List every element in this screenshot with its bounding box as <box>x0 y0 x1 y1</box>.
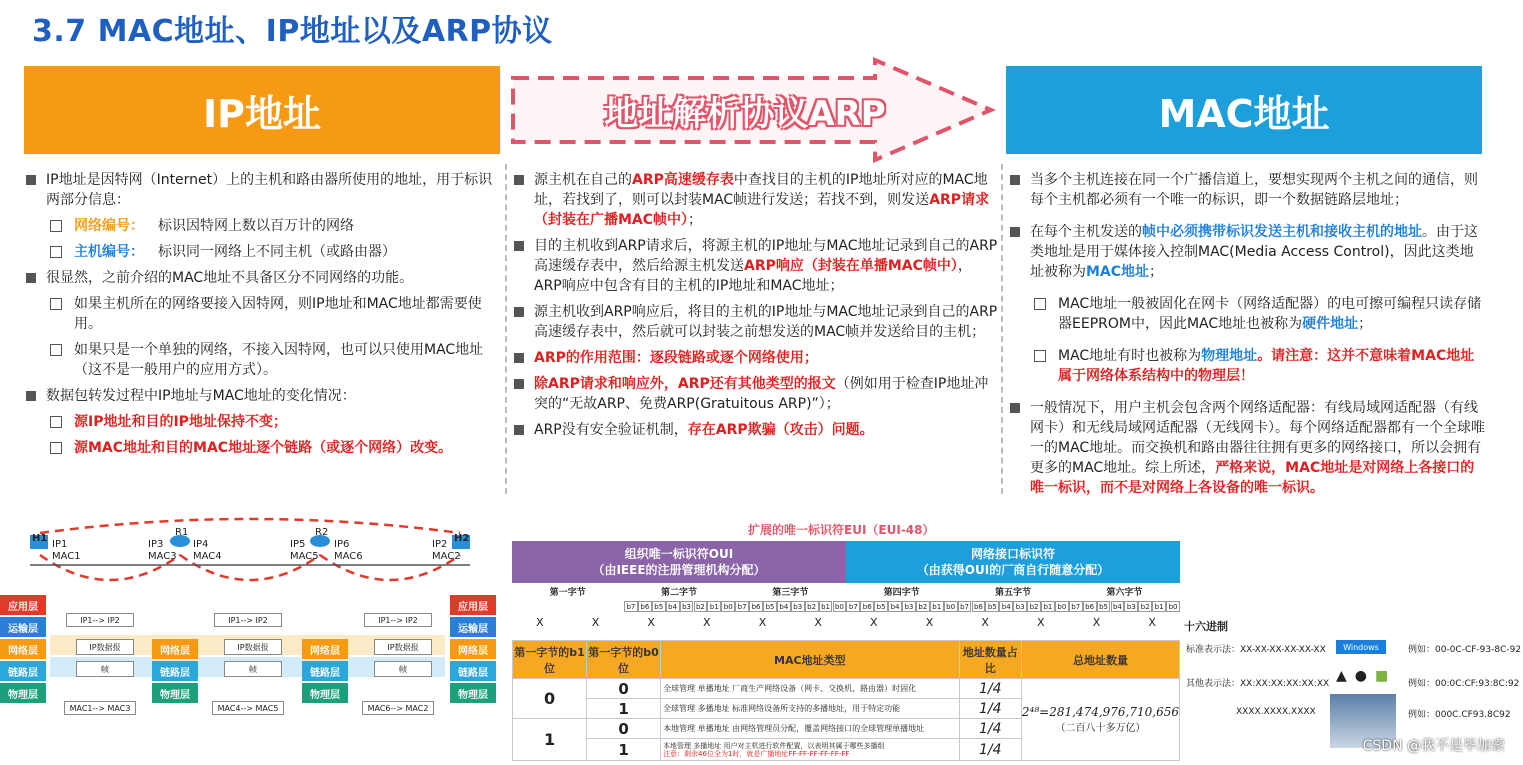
addr-mac3: MAC3 <box>148 551 177 562</box>
bit-cell: b4 <box>888 601 902 612</box>
std-example: 例如：00-0C-CF-93-8C-92 <box>1408 645 1522 655</box>
page-title: 3.7 MAC地址、IP地址以及ARP协议 <box>32 14 553 49</box>
ip-point-3: 数据包转发过程中IP地址与MAC地址的变化情况： <box>26 386 496 406</box>
addr-ip3: IP3 <box>148 539 164 550</box>
forwarding-diagram <box>0 515 505 765</box>
dot-example: 例如：000C.CF93.8C92 <box>1408 710 1511 720</box>
ip-point-3a: 源IP地址和目的IP地址保持不变； <box>26 412 496 432</box>
addr-ip1: IP1 <box>52 539 68 550</box>
layer-stacks <box>0 595 505 715</box>
bit-cell: b6 <box>749 601 763 612</box>
byte-label: 第三字节 <box>772 588 809 598</box>
mac-point-1: 当多个主机连接在同一个广播信道上，要想实现两个主机之间的通信，则每个主机都必须有一个唯一的标识，即一个数据链路层地址； <box>1010 170 1486 210</box>
bit-cell: b7 <box>958 601 972 612</box>
hex-digit: X <box>703 616 711 629</box>
macbox-1: MAC1--> MAC3 <box>64 701 136 715</box>
table-row: 1 本地管理 多播地址 用户对主机进行软件配置，以表明其属于哪些多播组 注意：剩余46位全为1时，就是广播地址FF-FF-FF-FF-FF-FF 1/4 <box>513 739 1180 761</box>
bit-cell: b5 <box>985 601 999 612</box>
ip-point-3b: 源MAC地址和目的MAC地址逐个链路（或逐个网络）改变。 <box>26 438 496 458</box>
router-r1-label: R1 <box>175 527 189 538</box>
hex-digit: X <box>981 616 989 629</box>
th-total: 总地址数量 <box>1021 641 1179 679</box>
hex-digit: X <box>1092 616 1101 629</box>
bit-cell: b7 <box>1069 601 1083 612</box>
macbox-2: MAC4--> MAC5 <box>212 701 284 715</box>
host-h2-label: H2 <box>454 533 470 544</box>
table-row: 1 0 本地管理 单播地址 由网络管理员分配，覆盖网络接口的全球管理单播地址 1/4 <box>513 719 1180 739</box>
bit-cell: b1 <box>707 601 721 612</box>
hex-digit: X <box>1148 616 1156 629</box>
th-ratio: 地址数量占比 <box>959 641 1021 679</box>
ip-host-number <box>26 242 496 262</box>
bit-cell: b3 <box>1124 601 1138 612</box>
host-text: 标识同一网络上不同主机（或路由器） <box>158 244 396 260</box>
other-example: 例如：00:0C:CF:93:8C:92 <box>1408 679 1520 689</box>
mac-point-5: 一般情况下，用户主机会包含两个网络适配器：有线局域网适配器（有线网卡）和无线局域网适配器（无线网卡）。每个网络适配器都有一个全球唯一的MAC地址。而交换机和路由器往往拥有更多的网络接口，所以会拥有更多的MAC地址。综上所述，严格来说，MAC地址是对网络上各接口的唯一标识，而不是对网络上各设备的唯一标识。 <box>1010 398 1486 498</box>
divider-left <box>505 164 507 494</box>
bit-cell: b4 <box>999 601 1013 612</box>
bit-cell: b4 <box>777 601 791 612</box>
eui-title: 扩展的唯一标识符EUI（EUI-48） <box>748 523 935 537</box>
h2-physical-layer: 物理层 <box>450 683 496 703</box>
r1-network-layer: 网络层 <box>152 639 198 659</box>
h2-app-layer: 应用层 <box>450 595 496 615</box>
bit-cell: b1 <box>1152 601 1166 612</box>
h1-physical-layer: 物理层 <box>0 683 46 703</box>
r2-link-layer: 链路层 <box>302 661 348 681</box>
bit-cell: b2 <box>805 601 819 612</box>
addr-mac1: MAC1 <box>52 551 81 562</box>
divider-right <box>1001 164 1003 494</box>
ipdata-2: IP数据报 <box>224 639 282 655</box>
h1-network-layer: 网络层 <box>0 639 46 659</box>
table-row: 1 全球管理 多播地址 标准网络设备所支持的多播地址，用于特定功能 1/4 <box>513 699 1180 719</box>
th-type: MAC地址类型 <box>661 641 959 679</box>
bit-cell: b6 <box>638 601 652 612</box>
arp-point-4: ARP的作用范围：逐段链路或逐个网络使用； <box>514 348 998 368</box>
bit-cell: b5 <box>874 601 888 612</box>
r2-network-layer: 网络层 <box>302 639 348 659</box>
bit-cell: b3 <box>680 601 694 612</box>
ipbox-3: IP1--> IP2 <box>364 613 432 627</box>
bit-cell: b0 <box>833 601 847 612</box>
addr-mac6: MAC6 <box>334 551 363 562</box>
hex-digit: X <box>870 616 878 629</box>
mac-column <box>1010 170 1486 504</box>
h1-link-layer: 链路层 <box>0 661 46 681</box>
macbox-3: MAC6--> MAC2 <box>362 701 434 715</box>
addr-mac4: MAC4 <box>193 551 222 562</box>
mac-point-4: MAC地址有时也被称为物理地址。请注意：这并不意味着MAC地址属于网络体系结构中的物理层！ <box>1010 346 1486 386</box>
hex-digit: X <box>814 616 822 629</box>
router-r2-label: R2 <box>315 527 329 538</box>
mac-type-table <box>512 640 1180 761</box>
hex-x-row <box>512 616 1180 632</box>
hex-digit: X <box>536 616 544 629</box>
arp-column <box>514 170 998 446</box>
bit-cell: b7 <box>846 601 860 612</box>
th-b0: 第一字节的b0位 <box>587 641 661 679</box>
windows-logo: Windows <box>1336 640 1386 654</box>
h1-transport-layer: 运输层 <box>0 617 46 637</box>
bit-cell: b1 <box>819 601 833 612</box>
r1-link-layer: 链路层 <box>152 661 198 681</box>
host-label: 主机编号： <box>74 244 144 260</box>
bit-cell: b1 <box>1041 601 1055 612</box>
other-notation: 其他表示法：XX:XX:XX:XX:XX:XX <box>1186 679 1330 689</box>
frame-3: 帧 <box>374 661 432 677</box>
oui-header: 组织唯一标识符OUI （由IEEE的注册管理机构分配） <box>512 541 846 583</box>
mac-point-2: 在每个主机发送的帧中必须携带标识发送主机和接收主机的地址。由于这类地址是用于媒体接入控制MAC(Media Access Control)，因此这类地址被称为MAC地址； <box>1010 222 1486 282</box>
bit-cell: b1 <box>930 601 944 612</box>
nic-header: 网络接口标识符 （由获得OUI的厂商自行随意分配） <box>846 541 1180 583</box>
bit-cell: b0 <box>721 601 735 612</box>
bit-cell: b3 <box>1013 601 1027 612</box>
hex-digit: X <box>591 616 600 629</box>
arp-point-2: 目的主机收到ARP请求后，将源主机的IP地址与MAC地址记录到自己的ARP高速缓存表中，然后给源主机发送ARP响应（封装在单播MAC帧中），ARP响应中包含有目的主机的IP地址和MAC地址； <box>514 236 998 296</box>
bit-cell: b3 <box>791 601 805 612</box>
watermark: CSDN @我不是毕加索 <box>1362 738 1505 754</box>
ipbox-1: IP1--> IP2 <box>66 613 134 627</box>
bit-cell: b2 <box>1138 601 1152 612</box>
arp-point-6: ARP没有安全验证机制，存在ARP欺骗（攻击）问题。 <box>514 420 998 440</box>
linux-icon: ▲ <box>1336 668 1355 684</box>
bit-cell: b0 <box>944 601 958 612</box>
hex-digit: X <box>1037 616 1045 629</box>
bit-cell: b6 <box>860 601 874 612</box>
addr-ip5: IP5 <box>290 539 306 550</box>
std-notation: 标准表示法：XX-XX-XX-XX-XX-XX <box>1186 645 1326 655</box>
ip-banner: IP地址 <box>24 66 500 154</box>
net-label: 网络编号： <box>74 218 144 234</box>
addr-ip4: IP4 <box>193 539 209 550</box>
apple-icon: ● <box>1354 668 1375 684</box>
arp-banner-title: 地址解析协议ARP <box>604 94 886 134</box>
byte-label: 第二字节 <box>660 588 697 598</box>
ipdata-1: IP数据报 <box>76 639 134 655</box>
bit-cell: b4 <box>666 601 680 612</box>
bit-cell: b6 <box>972 601 986 612</box>
bit-cell: b7 <box>735 601 749 612</box>
bits-row <box>624 601 1180 613</box>
bit-cell: b2 <box>1027 601 1041 612</box>
host-h1-label: H1 <box>32 533 48 544</box>
ip-point-2: 很显然，之前介绍的MAC地址不具备区分不同网络的功能。 <box>26 268 496 288</box>
mac-point-3: MAC地址一般被固化在网卡（网络适配器）的电可擦可编程只读存储器EEPROM中，因此MAC地址也被称为硬件地址； <box>1010 294 1486 334</box>
byte-label: 第五字节 <box>994 588 1031 598</box>
ip-point-1: IP地址是因特网（Internet）上的主机和路由器所使用的地址，用于标识两部分信息： <box>26 170 496 210</box>
bytes-row <box>512 585 1180 601</box>
bit-cell: b6 <box>1083 601 1097 612</box>
bit-cell: b3 <box>902 601 916 612</box>
bit-cell: b0 <box>1166 601 1180 612</box>
mac-banner: MAC地址 <box>1006 66 1482 154</box>
byte-label: 第一字节 <box>549 588 586 598</box>
bit-cell: b4 <box>1111 601 1125 612</box>
addr-ip6: IP6 <box>334 539 350 550</box>
th-b1: 第一字节的b1位 <box>513 641 587 679</box>
ip-point-2b: 如果只是一个单独的网络，不接入因特网，也可以只使用MAC地址（这不是一般用户的应用方式）。 <box>26 340 496 380</box>
total-cell: 2⁴⁸=281,474,976,710,656 （二百八十多万亿） <box>1021 679 1179 761</box>
r1-physical-layer: 物理层 <box>152 683 198 703</box>
table-row: 0 0 全球管理 单播地址 厂商生产网络设备（网卡、交换机、路由器）时固化 1/4 2⁴⁸=281,474,976,710,656 （二百八十多万亿） <box>513 679 1180 699</box>
h2-link-layer: 链路层 <box>450 661 496 681</box>
bit-cell: b5 <box>652 601 666 612</box>
ipbox-2: IP1--> IP2 <box>214 613 282 627</box>
addr-mac5: MAC5 <box>290 551 319 562</box>
h2-network-layer: 网络层 <box>450 639 496 659</box>
ip-point-2a: 如果主机所在的网络要接入因特网，则IP地址和MAC地址都需要使用。 <box>26 294 496 334</box>
arp-point-1: 源主机在自己的ARP高速缓存表中查找目的主机的IP地址所对应的MAC地址，若找到了，则可以封装MAC帧进行发送；若找不到，则发送ARP请求（封装在广播MAC帧中）； <box>514 170 998 230</box>
arp-point-3: 源主机收到ARP响应后，将目的主机的IP地址与MAC地址记录到自己的ARP高速缓存表中，然后就可以封装之前想发送的MAC帧并发送给目的主机； <box>514 302 998 342</box>
net-text: 标识因特网上数以百万计的网络 <box>158 218 354 234</box>
hex-digit: X <box>647 616 655 629</box>
dot-notation: XXXX.XXXX.XXXX <box>1236 707 1316 717</box>
ip-net-number <box>26 216 496 236</box>
android-icon: ■ <box>1375 668 1397 684</box>
frame-1: 帧 <box>76 661 134 677</box>
bit-cell: b7 <box>624 601 638 612</box>
byte-label: 第六字节 <box>1106 588 1143 598</box>
r2-physical-layer: 物理层 <box>302 683 348 703</box>
bit-cell: b5 <box>1097 601 1111 612</box>
h1-app-layer: 应用层 <box>0 595 46 615</box>
os-icons <box>1336 668 1396 684</box>
h2-transport-layer: 运输层 <box>450 617 496 637</box>
ip-column <box>26 170 496 464</box>
bit-cell: b0 <box>1055 601 1069 612</box>
byte-label: 第四字节 <box>883 588 920 598</box>
frame-2: 帧 <box>224 661 282 677</box>
hex-label: 十六进制 <box>1184 620 1228 633</box>
bit-cell: b5 <box>763 601 777 612</box>
hex-digit: X <box>758 616 767 629</box>
addr-ip2: IP2 <box>432 539 448 550</box>
arp-point-5: 除ARP请求和响应外，ARP还有其他类型的报文（例如用于检查IP地址冲突的“无故ARP、免费ARP(Gratuitous ARP)”）； <box>514 374 998 414</box>
ipdata-3: IP数据报 <box>374 639 432 655</box>
addr-mac2: MAC2 <box>432 551 461 562</box>
bit-cell: b2 <box>694 601 708 612</box>
bit-cell: b2 <box>916 601 930 612</box>
hex-digit: X <box>925 616 934 629</box>
